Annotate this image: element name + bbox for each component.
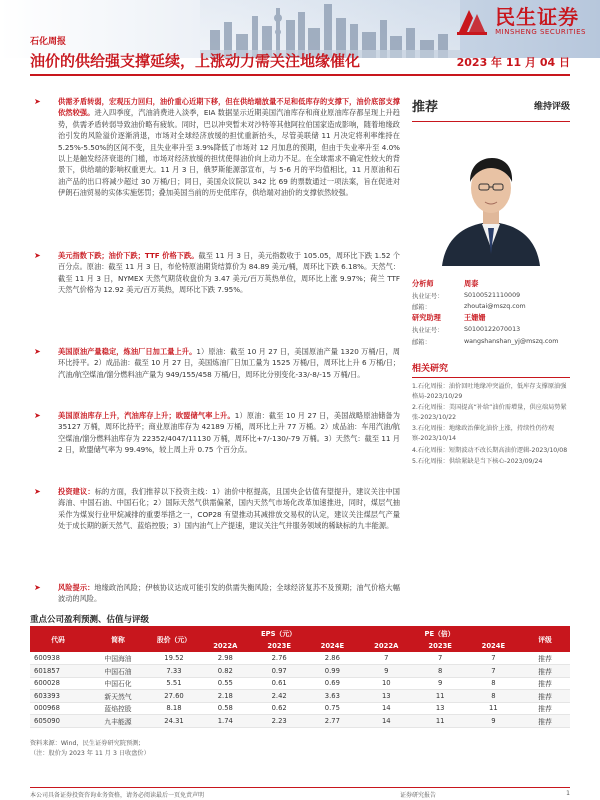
cell-rating: 推荐 [520,652,570,665]
summary-paragraph [30,486,400,578]
header-year: 2022A [198,639,253,652]
cell-pe-2022: 13 [359,690,414,703]
rating-label: 维持评级 [533,102,570,112]
report-date: 2023 年 11 月 04 日 [456,56,570,69]
cell-pe-2024: 8 [467,677,520,690]
cell-pe-2022: 9 [359,665,414,678]
table-body [30,652,570,727]
bullet-arrow-icon: ➤ [34,487,41,496]
footer-disclaimer: 本公司具备证券投资咨询业务资格，请务必阅读最后一页免责声明 [30,792,205,799]
cell-pe-2024: 9 [467,715,520,728]
cell-pe-2024: 7 [467,665,520,678]
cell-pe-2024: 11 [467,702,520,715]
cell-eps-2023: 2.76 [253,652,306,665]
cell-pe-2023: 8 [414,665,467,678]
sidebar [412,96,570,469]
summary-paragraph [30,410,400,482]
cell-eps-2022: 0.55 [198,677,253,690]
related-research-link[interactable]: 1.石化周报：油价回吐地缘冲突溢价，低库存支撑原油强格局-2023/10/29 [412,383,567,400]
related-research-list [412,382,570,467]
recommendation-label: 推荐 [412,100,439,115]
cell-pe-2022: 14 [359,702,414,715]
company-logo [455,6,586,36]
cell-eps-2022: 0.58 [198,702,253,715]
cell-eps-2024: 0.69 [306,677,359,690]
cell-name: 中国海油 [86,652,150,665]
header-year: 2023E [253,639,306,652]
paragraph-lead: 供需矛盾转弱，宏观压力回归，油价重心近期下移，但在供给端放量不足和低库存的支撑下，油价底部支撑依然较强。 [58,97,400,118]
analyst-role: 分析师 [412,278,434,288]
paragraph-lead: 投资建议： [58,487,95,496]
bullet-arrow-icon: ➤ [34,347,41,356]
analyst-info [412,278,570,347]
analyst-name: 周泰 [464,278,479,288]
cell-pe-2023: 9 [414,677,467,690]
cell-eps-2023: 2.42 [253,690,306,703]
cell-code: 603393 [30,690,86,703]
cell-eps-2024: 3.63 [306,690,359,703]
table-title: 重点公司盈利预测、估值与评级 [30,615,150,625]
cell-price: 27.60 [150,690,198,703]
table-row [30,652,570,665]
table-row [30,715,570,728]
cell-pe-2024: 8 [467,690,520,703]
footer-divider [30,787,570,788]
email-label: 邮箱： [412,304,431,312]
cell-rating: 推荐 [520,665,570,678]
header-code: 代码 [30,626,86,652]
header-pe: PE（倍） [359,626,520,639]
analyst-role: 研究助理 [412,313,441,323]
paragraph-lead: 风险提示： [58,583,95,592]
title-divider [30,74,570,76]
cell-name: 中国石油 [86,665,150,678]
summary-paragraph [30,250,400,342]
header-year: 2022A [359,639,414,652]
cert-label: 执业证号： [412,292,444,300]
cell-eps-2024: 2.77 [306,715,359,728]
cell-eps-2022: 2.98 [198,652,253,665]
related-research-title: 相关研究 [412,361,570,378]
cell-price: 24.31 [150,715,198,728]
cell-name: 九丰能源 [86,715,150,728]
cell-pe-2022: 14 [359,715,414,728]
cell-rating: 推荐 [520,677,570,690]
cell-eps-2024: 0.99 [306,665,359,678]
cell-pe-2022: 10 [359,677,414,690]
table-row [30,677,570,690]
bullet-arrow-icon: ➤ [34,583,41,592]
summary-paragraph [30,96,400,246]
cell-pe-2023: 13 [414,702,467,715]
cell-code: 600028 [30,677,86,690]
cell-rating: 推荐 [520,690,570,703]
cell-price: 19.52 [150,652,198,665]
paragraph-text: 进入四季度，汽油消费进入淡季，EIA 数据显示近期美国汽油库存和商业原油库存都呈现上升趋势，供需矛盾转弱导致油价略有疲软。同时，巴以冲突暂未对沙特等其他阿拉伯国家造成影响，随着地缘政治引发的风险溢价逐渐消退，市场对全球经济放缓的担忧重新抬头，尽管美联储 11 月决定将利率维持在 5.25%-5.50%的区间不变，且失业率升至 3.9%降低了市场对 12 月加息的预期，但由于失业率升至 4.0%以上是触发经济衰退的门槛，市场对经济放缓的担忧使得油价向上动力不足。在全球需求不确定性较大的背景下，供给端的影响权重更大。11 月 3 日，俄罗斯能源部宣布，与 5-6 月的平均值相比，11 月原油和石油产品的出口将减少超过 30 万桶/日；同日，美国众议院以 342 比 69 的票数通过一项法案，旨在促进对伊朗石油贸易的实体实施惩罚；叠加美国当前的历史低库存，供给端对油价的支撑依然较强。 [58,108,400,198]
header-price: 股价（元） [150,626,198,652]
analyst-photo [412,136,570,266]
cell-eps-2022: 2.18 [198,690,253,703]
header-name: 简称 [86,626,150,652]
cell-name: 中国石化 [86,677,150,690]
cell-eps-2023: 0.62 [253,702,306,715]
summary-column [30,96,400,618]
page-number: 1 [566,790,570,797]
table-source: 资料来源：Wind，民生证券研究院预测; [30,740,141,747]
bullet-arrow-icon: ➤ [34,411,41,420]
cell-pe-2024: 7 [467,652,520,665]
paragraph-text: 地缘政治风险；伊核协议达成可能引发的供需失衡风险；全球经济复苏不及预期；油气价格大幅波动的风险。 [58,583,400,604]
cell-eps-2022: 0.82 [198,665,253,678]
header-year: 2024E [467,639,520,652]
analyst-portrait-image [412,136,570,266]
table-row [30,665,570,678]
paragraph-text: 1）原油：截至 10 月 27 日，美国原油产量 1320 万桶/日，周环比持平。2）成品油：截至 10 月 27 日，美国炼油厂日加工量为 1525 万桶/日，周环比上升 6 万桶/日；汽油/航空煤油/馏分燃料油产量为 949/155/458 万桶/日，周环比分别变化-33/-8/-15 万桶/日。 [58,347,400,379]
cell-pe-2023: 11 [414,690,467,703]
related-research-link[interactable]: 3.石化周报：地缘政治催化油价上涨，持续性仍待观察-2023/10/14 [412,425,555,442]
table-row [30,690,570,703]
header-year: 2024E [306,639,359,652]
cert-number: S0100122070013 [464,326,521,334]
cell-eps-2022: 1.74 [198,715,253,728]
cell-code: 601857 [30,665,86,678]
cell-pe-2023: 7 [414,652,467,665]
header-rating: 评级 [520,626,570,652]
table-note: （注：股价为 2023 年 11 月 3 日收盘价） [30,750,150,757]
cert-label: 执业证号： [412,327,444,335]
paragraph-text: 1）原油：截至 10 月 27 日，美国战略原油储备为 35127 万桶，周环比持平；商业原油库存为 42189 万桶，周环比上升 77 万桶。2）成品油：车用汽油/航空煤油/馏分燃料油库存为 22352/4047/11130 万桶，周环比+7/-130/-79 万桶。3）天然气：截至 11 月 2 日，欧盟储气率为 99.49%，较上周上升 0.75 个百分点。 [58,411,400,455]
footer-label: 证券研究报告 [400,792,437,799]
paragraph-text: 截至 11 月 3 日，美元指数收于 105.05，周环比下跌 1.52 个百分点。原油：截至 11 月 3 日，布伦特原油期货结算价为 84.89 美元/桶，周环比下跌 6.18%。天然气：截至 11 月 3 日，NYMEX 天然气期货收盘价为 3.47 美元/百万英热单位，周环比上涨 9.97%；荷兰 TTF 天然气价格为 12.92 美元/百万英热，周环比下跌 7.95%。 [58,251,400,295]
header-eps: EPS（元） [198,626,359,639]
cell-eps-2024: 2.86 [306,652,359,665]
cell-eps-2023: 0.97 [253,665,306,678]
report-type: 石化周报 [30,37,67,47]
cell-eps-2023: 0.61 [253,677,306,690]
cell-name: 新天然气 [86,690,150,703]
header-year: 2023E [414,639,467,652]
related-research-link[interactable]: 5.石化周报：供给紧缺是当下核心-2023/09/24 [412,458,543,466]
analyst-email[interactable]: zhoutai@mszq.com [464,303,526,311]
summary-paragraph [30,346,400,406]
cell-price: 7.33 [150,665,198,678]
analyst-name: 王姗姗 [464,313,486,323]
report-title: 油价的供给强支撑延续，上涨动力需关注地缘催化 [30,52,361,70]
cell-eps-2024: 0.75 [306,702,359,715]
cell-pe-2022: 7 [359,652,414,665]
cell-pe-2023: 11 [414,715,467,728]
logo-english-name: MINSHENG SECURITIES [495,27,586,36]
bullet-arrow-icon: ➤ [34,251,41,260]
paragraph-text: 标的方面，我们推荐以下投资主线：1）油价中枢提高，且国央企估值有望提升，建议关注中国海油、中国石油、中国石化；2）国际天然气供需偏紧，国内天然气市场化改革加速推进，同时，煤层气抽采作为煤炭行业甲烷减排的重要举措之一，COP28 有望推动其减排放交易权的认定，建议关注煤层气产量处于成长期的新天然气、蓝焰控股；3）国内油气上产提速，建议关注气井服务领域的稀缺标的九丰能源。 [58,487,400,531]
analyst-email[interactable]: wangshanshan_yj@mszq.com [464,337,559,345]
email-label: 邮箱： [412,338,431,346]
cell-code: 600938 [30,652,86,665]
forecast-table [30,626,570,728]
cell-price: 5.51 [150,677,198,690]
cell-code: 000968 [30,702,86,715]
bullet-arrow-icon: ➤ [34,97,41,106]
table-row [30,702,570,715]
minsheng-logo-icon [455,6,489,36]
cell-rating: 推荐 [520,702,570,715]
cell-name: 蓝焰控股 [86,702,150,715]
cert-number: S0100521110009 [464,291,521,299]
paragraph-lead: 美国原油产量稳定，炼油厂日加工量上升。 [58,347,197,356]
logo-chinese-name: 民生证券 [495,4,580,29]
rating-row [412,96,570,122]
cell-code: 605090 [30,715,86,728]
related-research-link[interactable]: 4.石化周报：短期波动不改长期高油价逻辑-2023/10/08 [412,446,568,454]
cell-eps-2023: 2.23 [253,715,306,728]
cell-price: 8.18 [150,702,198,715]
related-research-link[interactable]: 2.石化周报：美国提高“补给”油价需增量，供应端局势紧张-2023/10/22 [412,404,567,421]
paragraph-lead: 美元指数下跌；油价下跌；TTF 价格下跌。 [58,251,199,260]
cell-rating: 推荐 [520,715,570,728]
paragraph-lead: 美国原油库存上升，汽油库存上升；欧盟储气率上升。 [58,411,235,420]
